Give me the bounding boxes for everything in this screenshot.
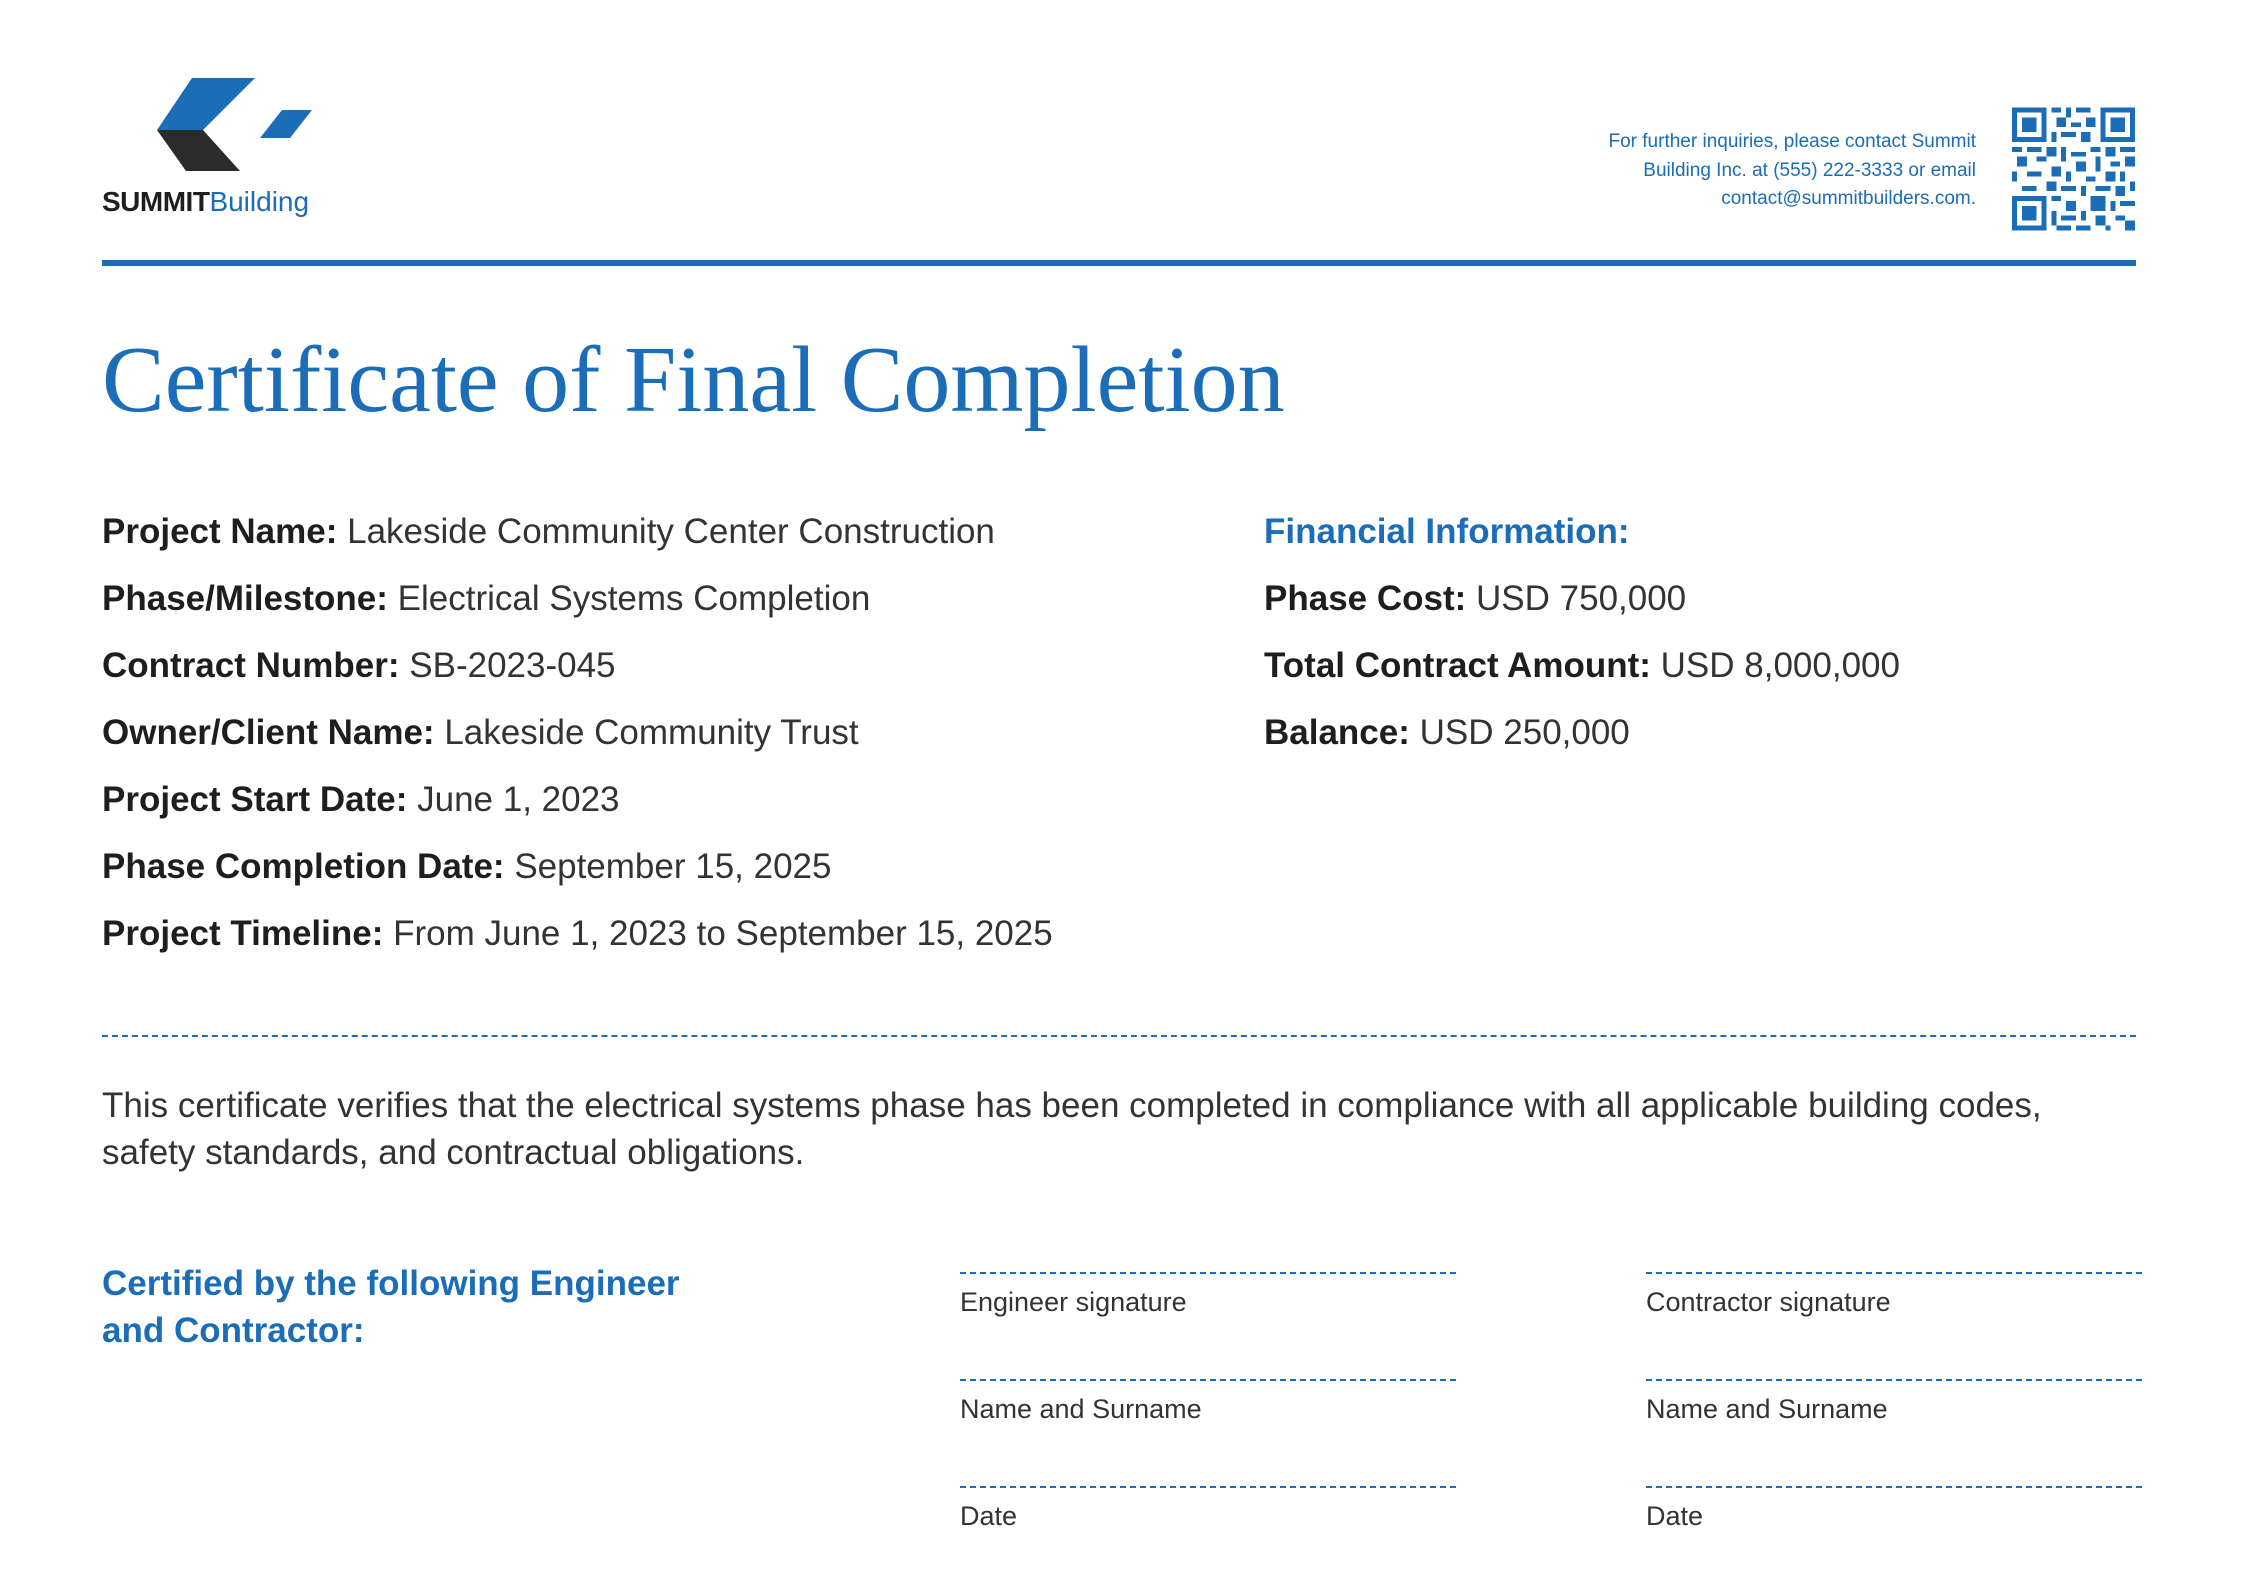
detail-row-completion-date — [102, 847, 1053, 914]
engineer-signature-line[interactable] — [960, 1272, 1456, 1274]
page-title: Certificate of Final Completion — [102, 328, 1285, 432]
detail-row-timeline — [102, 914, 1053, 981]
section-divider — [102, 1035, 2136, 1037]
detail-value: September 15, 2025 — [514, 847, 832, 886]
detail-value: Lakeside Community Center Construction — [347, 512, 995, 551]
detail-row-start-date — [102, 780, 1053, 847]
engineer-signature-label: Engineer signature — [960, 1287, 1187, 1317]
contractor-name-line[interactable] — [1646, 1379, 2142, 1381]
financial-value: USD 250,000 — [1419, 713, 1630, 752]
detail-label: Project Name: — [102, 512, 338, 551]
header-rule — [102, 260, 2136, 266]
detail-row-contract-number — [102, 646, 1053, 713]
project-details — [102, 512, 1053, 981]
contact-email[interactable]: contact@summitbuilders.com. — [1721, 188, 1976, 209]
brand-bold: SUMMIT — [102, 186, 210, 217]
detail-value: Lakeside Community Trust — [444, 713, 859, 752]
contractor-date-line[interactable] — [1646, 1486, 2142, 1488]
engineer-date-line[interactable] — [960, 1486, 1456, 1488]
financial-heading: Financial Information: — [1264, 512, 1630, 551]
detail-label: Phase/Milestone: — [102, 579, 388, 618]
brand-light: Building — [209, 186, 310, 217]
financial-value: USD 750,000 — [1476, 579, 1687, 618]
contractor-signature-label: Contractor signature — [1646, 1287, 1891, 1317]
qr-code-icon — [2012, 106, 2135, 232]
detail-value: From June 1, 2023 to September 15, 2025 — [393, 914, 1053, 953]
detail-label: Contract Number: — [102, 646, 400, 685]
contractor-date-label: Date — [1646, 1501, 1704, 1531]
contact-line: For further inquiries, please contact Summit — [1608, 131, 1976, 152]
financial-label: Balance: — [1264, 713, 1410, 752]
engineer-name-line[interactable] — [960, 1379, 1456, 1381]
detail-row-owner — [102, 713, 1053, 780]
detail-label: Phase Completion Date: — [102, 847, 505, 886]
contact-line: Building Inc. at (555) 222-3333 or email — [1643, 159, 1976, 181]
financial-label: Phase Cost: — [1264, 579, 1467, 618]
engineer-name-label: Name and Surname — [960, 1394, 1202, 1424]
detail-value: Electrical Systems Completion — [397, 579, 871, 618]
detail-label: Owner/Client Name: — [102, 713, 435, 752]
detail-value: June 1, 2023 — [417, 780, 620, 819]
contractor-signature-line[interactable] — [1646, 1272, 2142, 1274]
financial-value: USD 8,000,000 — [1660, 646, 1900, 685]
financial-row-total-contract — [1264, 646, 1900, 713]
financial-info — [1264, 512, 1900, 780]
brand-wordmark — [102, 185, 309, 219]
detail-value: SB-2023-045 — [409, 646, 616, 685]
certification-heading-line: and Contractor: — [102, 1311, 365, 1350]
financial-label: Total Contract Amount: — [1264, 646, 1651, 685]
certification-heading — [102, 1260, 722, 1354]
detail-label: Project Start Date: — [102, 780, 408, 819]
detail-row-phase — [102, 579, 1053, 646]
certification-heading-line: Certified by the following Engineer — [102, 1264, 680, 1303]
detail-label: Project Timeline: — [102, 914, 384, 953]
financial-row-balance — [1264, 713, 1900, 780]
certification-statement: This certificate verifies that the electrical systems phase has been completed in compliance with all applicable building codes, safety standards, and contractual obligations. — [102, 1086, 2042, 1172]
financial-row-phase-cost — [1264, 579, 1900, 646]
contact-info — [1556, 128, 1976, 214]
engineer-date-label: Date — [960, 1501, 1018, 1531]
detail-row-project-name — [102, 512, 1053, 579]
contractor-name-label: Name and Surname — [1646, 1394, 1888, 1424]
